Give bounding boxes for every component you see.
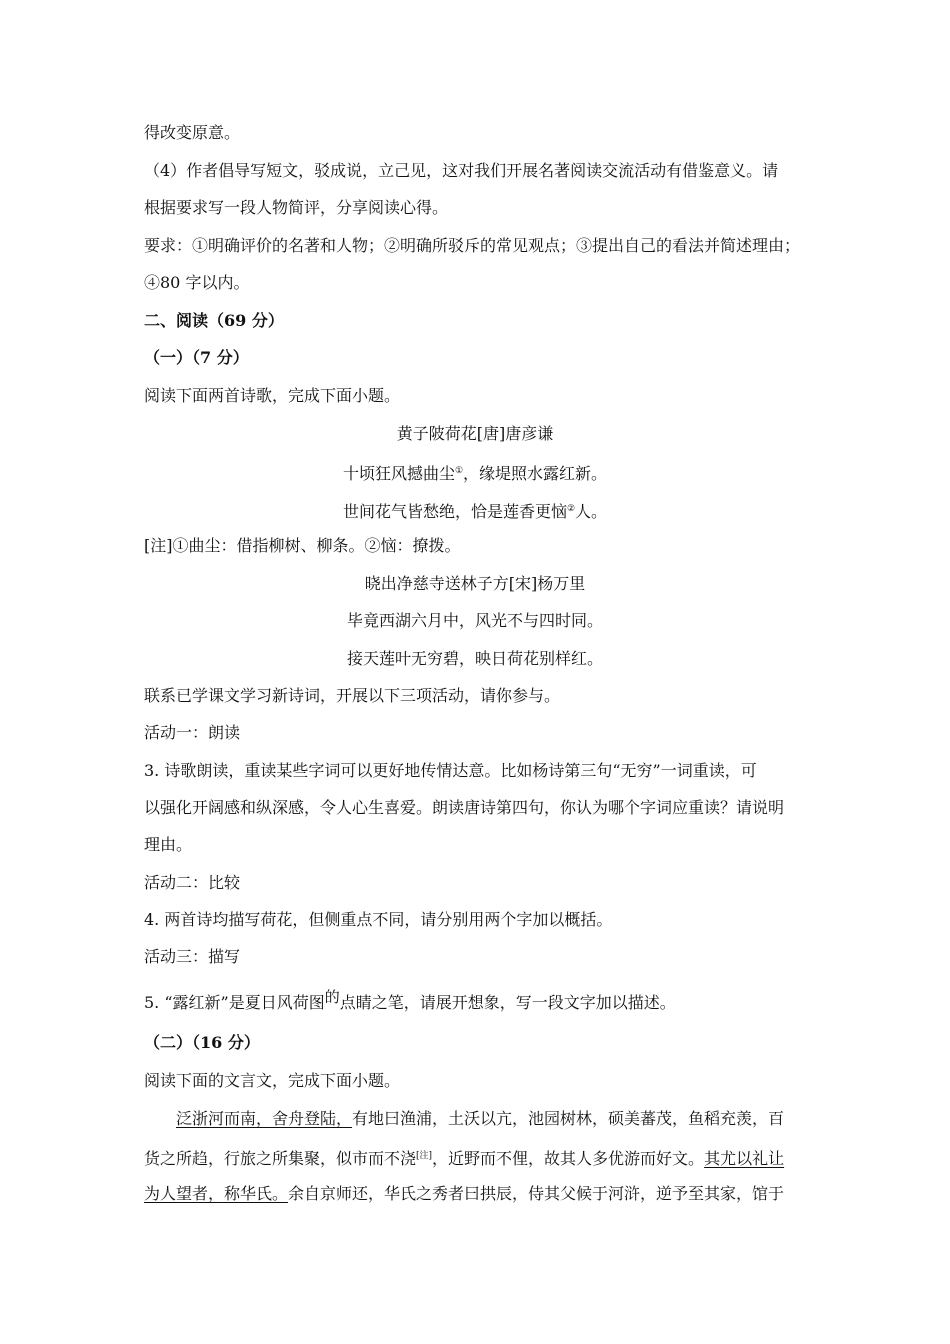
- footnote-marker: [注]: [416, 1151, 433, 1161]
- activity-1-heading: 活动一：朗读: [144, 723, 241, 742]
- underlined-sentence: 泛浙河而南，舍舟登陆，: [176, 1109, 353, 1128]
- classical-text-line-1: [176, 1109, 784, 1129]
- activity-3-heading: 活动三：描写: [144, 947, 241, 966]
- poem-text: 十顷狂风撼曲尘: [342, 464, 455, 483]
- activity-2-heading: 活动二：比较: [144, 873, 241, 892]
- poem-text: ，缘堤照水露红新。: [463, 464, 608, 483]
- underlined-sentence: 其尤以礼让: [704, 1149, 785, 1168]
- text-line: 得改变原意。: [144, 123, 241, 142]
- question-3-line-3: 理由。: [144, 835, 193, 854]
- instruction-poems: 阅读下面两首诗歌，完成下面小题。: [144, 386, 401, 405]
- question-3-line-1: 3. 诗歌朗读，重读某些字词可以更好地传情达意。比如杨诗第三句“无穷”一词重读，可: [144, 761, 757, 780]
- classical-text: ，近野而不俚，故其人多优游而好文。: [432, 1149, 705, 1168]
- question-5: [144, 988, 676, 1013]
- subsection-heading-2: （二）（16 分）: [144, 1033, 260, 1052]
- poem-1-title: 黄子陂荷花[唐]唐彦谦: [396, 424, 554, 443]
- poem-2-line-1: 毕竟西湖六月中，风光不与四时同。: [346, 611, 603, 630]
- requirements-line-2: ④80 字以内。: [144, 273, 250, 292]
- question-text: 5. “露红新”是夏日风荷图: [144, 993, 325, 1012]
- activity-intro: 联系已学课文学习新诗词，开展以下三项活动，请你参与。: [144, 686, 561, 705]
- instruction-classical-text: 阅读下面的文言文，完成下面小题。: [144, 1071, 401, 1090]
- poem-1-line-2: [0, 499, 950, 522]
- classical-text-line-2: [144, 1146, 784, 1169]
- section-heading-reading: 二、阅读（69 分）: [144, 311, 284, 330]
- poem-text: 人。: [575, 502, 608, 521]
- question-3-line-2: 以强化开阔感和纵深感，令人心生喜爱。朗读唐诗第四句，你认为哪个字词应重读？请说明: [144, 798, 785, 817]
- requirements-line-1: 要求：①明确评价的名著和人物；②明确所驳斥的常见观点；③提出自己的看法并简述理由；: [144, 236, 801, 255]
- poem-notes: [注]①曲尘：借指柳树、柳条。②恼：撩拨。: [144, 536, 461, 555]
- footnote-marker: ①: [454, 466, 464, 476]
- question-4-line-1: （4）作者倡导写短文，驳成说，立己见，这对我们开展名著阅读交流活动有借鉴意义。请: [144, 161, 779, 180]
- question-4: 4. 两首诗均描写荷花，但侧重点不同，请分别用两个字加以概括。: [144, 910, 613, 929]
- underlined-sentence: 为人望者，称华氏。: [144, 1184, 289, 1203]
- classical-text: 有地曰渔浦，土沃以亢，池园树林，硕美蕃茂，鱼稻充羡，百: [352, 1109, 785, 1128]
- subsection-heading-1: （一）（7 分）: [144, 348, 249, 367]
- question-text: 点睛之笔，请展开想象，写一段文字加以描述。: [339, 993, 676, 1012]
- poem-1-line-1: [0, 461, 950, 484]
- poem-text: 世间花气皆愁绝，恰是莲香更恼: [342, 502, 567, 521]
- poem-2-line-2: 接天莲叶无穷碧，映日荷花别样红。: [346, 649, 603, 668]
- question-4-line-2: 根据要求写一段人物简评，分享阅读心得。: [144, 198, 449, 217]
- classical-text: 货之所趋，行旅之所集聚，似市而不浇: [144, 1149, 417, 1168]
- classical-text-line-3: [144, 1184, 784, 1204]
- question-text: 的: [324, 988, 340, 1006]
- footnote-marker: ②: [566, 504, 576, 514]
- poem-2-title: 晓出净慈寺送林子方[宋]杨万里: [364, 574, 586, 593]
- classical-text: 余自京师还，华氏之秀者曰拱辰，侍其父候于河浒，逆予至其家，馆于: [288, 1184, 785, 1203]
